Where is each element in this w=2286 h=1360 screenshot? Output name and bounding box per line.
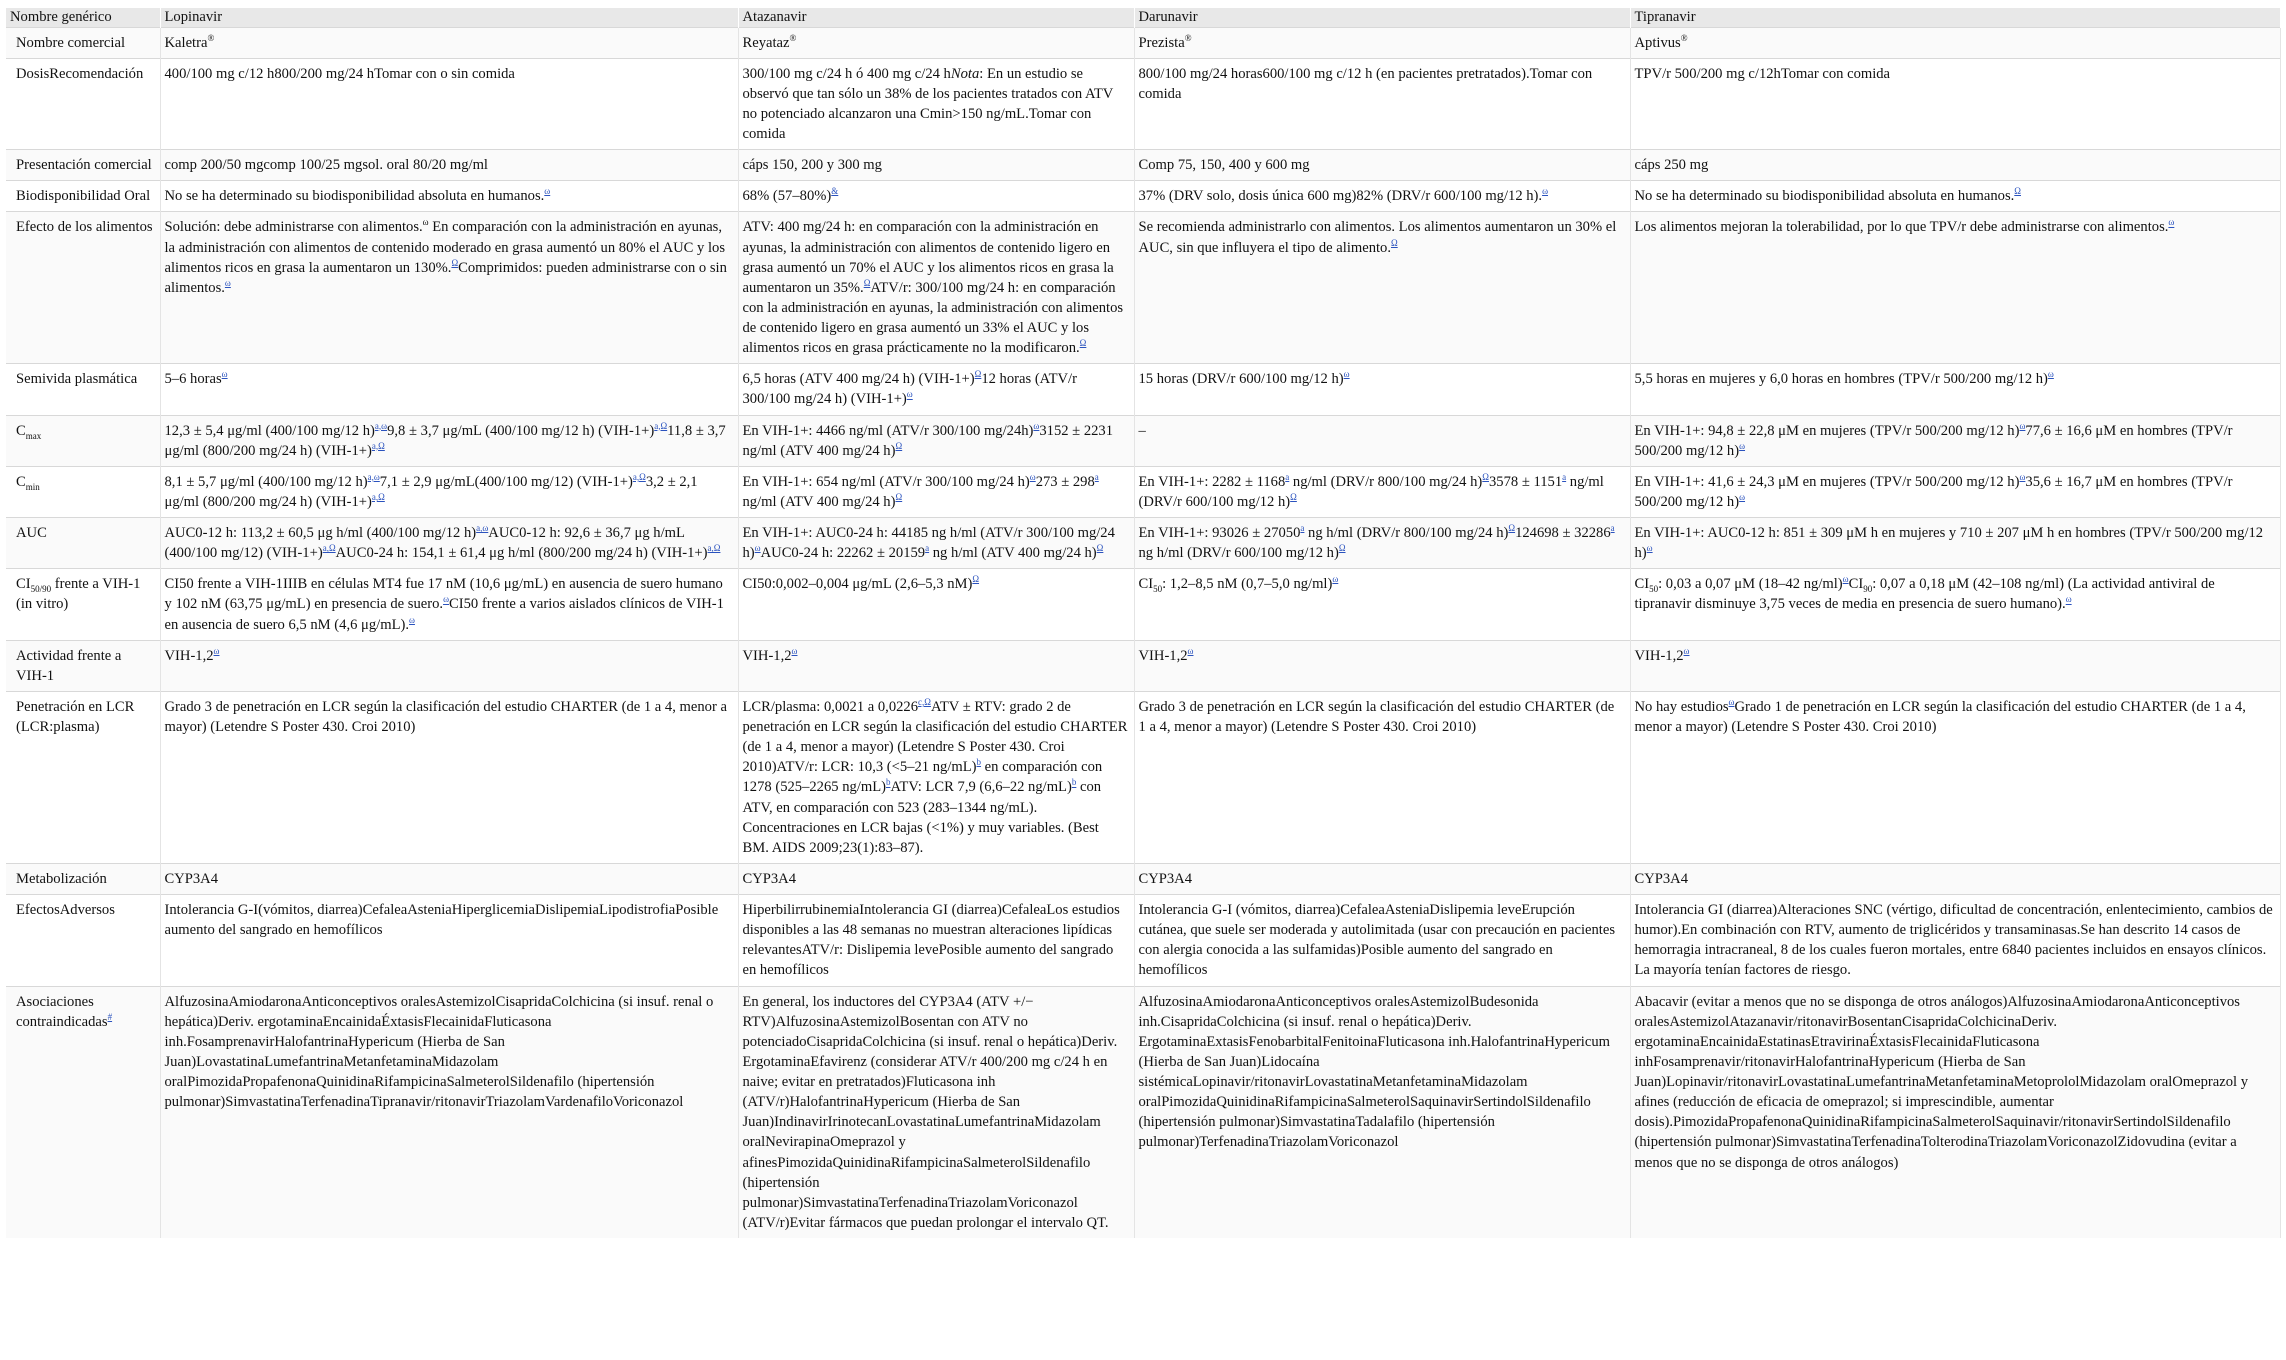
cell-darunavir: Comp 75, 150, 400 y 600 mg [1134,150,1630,181]
reference-link[interactable]: ω [443,594,449,605]
reference-link[interactable]: ω [544,186,551,197]
reference-link[interactable]: a,ω [367,471,380,482]
cell-atazanavir: cáps 150, 200 y 300 mg [738,150,1134,181]
protease-inhibitors-comparison-table [6,8,2281,1238]
reference-link[interactable]: ω [2168,217,2175,228]
row-label: Penetración en LCR (LCR:plasma) [6,691,160,863]
cell-atazanavir: 300/100 mg c/24 h ó 400 mg c/24 hNota: En un estudio se observó que tan sólo un 38% de los pacientes tratados con ATV no potenciado alcanzaron una Cmin>150 ng/mL.Tomar con comida [738,58,1134,150]
cell-darunavir: 37% (DRV solo, dosis única 600 mg)82% (DRV/r 600/100 mg/12 h).$^\omega$ [1134,181,1630,212]
reference-link[interactable]: Ω [1290,492,1297,503]
reference-link[interactable]: ω [1739,492,1746,503]
reference-link[interactable]: a,Ω [632,471,646,482]
table-row [6,181,2280,212]
cell-lopinavir: Kaletra® [160,27,738,58]
reference-link[interactable]: ω [906,389,913,400]
cell-lopinavir: 12,3 ± 5,4 μg/ml (400/100 mg/12 h)$^{a,\omega}$9,8 ± 3,7 μg/mL (400/100 mg/12 h) $(VIH-1+)^{a,\Omega}11,8 \pm 3,7$ μg/ml (800/200 mg/24 h) $(VIH-1+)^{a,\Omega}$ [160,415,738,466]
cell-tipranavir: En VIH-1+: AUC0-12 h: 851 ± 309 μM h en mujeres y 710 ± 207 μM h en hombres (TPV/r 500/200 mg/12 h)$^\omega$ [1630,518,2280,569]
cell-tipranavir: Abacavir (evitar a menos que no se disponga de otros análogos)AlfuzosinaAmiodaronaAnticonceptivos oralesAstemizolAtazanavir/ritonavirBosentanCisapridaColchicinaDeriv. ergotaminaEncainidaEstatinasEtravirinaÉxtasisFlecainidaFluticasona inhFosamprenavir/ritonavirHalofantrinaHypericum (Hierba de San Juan)Lopinavir/ritonavirLovastatinaLumefantrinaMetanfetaminaMetoprololMidazolam oralOmeprazol y afines (reducción de eficacia de omeprazol; si imprescindible, aumentar dosis).PimozidaPropafenonaQuinidinaRifampicinaSalmeterolSaquinavir/ritonavirSertindolSildenafilo (hipertensión pulmonar)SimvastatinaTerfenadinaTolterodinaTriazolamVoriconazolZidovudina (evitar a menos que no se disponga de otros análogos) [1630,986,2280,1238]
cell-atazanavir: 68% (57–80%)& [738,181,1134,212]
reference-link[interactable]: Ω [451,257,459,268]
cell-darunavir: $CI_{50}$: 1,2–8,5 nM (0,7–5,0 ng/ml)$^\omega$ [1134,569,1630,640]
row-label: $C_{min}$ [6,466,160,517]
reference-link[interactable]: Ω [1079,338,1087,349]
cell-lopinavir: CYP3A4 [160,863,738,894]
reference-link[interactable]: ω [409,614,415,625]
cell-tipranavir: 5,5 horas en mujeres y 6,0 horas en hombres (TPV/r 500/200 mg/12 h)$^\omega$ [1630,364,2280,415]
cell-darunavir: Prezista® [1134,27,1630,58]
cell-tipranavir: No se ha determinado su biodisponibilidad absoluta en humanos.$^\Omega$ [1630,181,2280,212]
cell-lopinavir: AUC0-12 h: 113,2 ± 60,5 μg h/ml (400/100 mg/12 h)$^{a,\omega}$AUC0-12 h: 92,6 ± 36,7 μg h/mL (400/100 mg/12) $(VIH-1+)^{a,\Omega}AUC0-24$ h: 154,1 ± 61,4 μg h/ml (800/200 mg/24 h) $(VIH-1+)^{a,\Omega}$ [160,518,738,569]
table-row [6,691,2280,863]
table-row [6,364,2280,415]
reference-link[interactable]: Ω [1338,543,1346,554]
reference-link[interactable]: Ω [972,574,980,585]
table-row [6,212,2280,364]
reference-link[interactable]: ω [213,645,220,656]
row-label: Metabolización [6,863,160,894]
reference-link[interactable]: Ω [1096,543,1104,554]
cell-lopinavir: comp 200/50 mgcomp 100/25 mgsol. oral 80/20 mg/ml [160,150,738,181]
reference-link[interactable]: b [1071,777,1077,788]
cell-darunavir: CYP3A4 [1134,863,1630,894]
reference-link[interactable]: a,ω [476,523,489,534]
cell-atazanavir: ATV: 400 mg/24 h: en comparación con la administración en ayunas, la administración con alimentos de contenido ligero en grasa aumentó un 70% el AUC y los alimentos ricos en grasa la aumentaron un 35%.$^\Omega$ATV/r: 300/100 mg/24 h: en comparación con la administración en ayunas, la administración con alimentos de contenido ligero en grasa aumentó un 33% el AUC y los alimentos ricos en grasa prácticamente no la modificaron.$^\Omega$ [738,212,1134,364]
table-header-row [6,8,2280,27]
cell-lopinavir: VIH-$1,2^\omega$ [160,640,738,691]
cell-darunavir: Grado 3 de penetración en LCR según la clasificación del estudio CHARTER (de 1 a 4, menor a mayor) (Letendre S Poster 430. Croi 2010) [1134,691,1630,863]
reference-link[interactable]: Ω [1482,471,1489,482]
row-label: Efecto de los alimentos [6,212,160,364]
reference-link[interactable]: ω [1646,543,1653,554]
cell-tipranavir: Aptivus® [1630,27,2280,58]
cell-atazanavir: 6,5 horas (ATV 400 mg/24 h) $(VIH-1+)^\Omega 12$ horas (ATV/r 300/100 mg/24 h) $(VIH-1+)^\omega$ [738,364,1134,415]
reference-link[interactable]: ω [2019,420,2026,431]
row-label: Asociaciones contraindicadas# [6,986,160,1238]
cell-lopinavir: No se ha determinado su biodisponibilidad absoluta en humanos.$^\omega$ [160,181,738,212]
cell-darunavir: 800/100 mg/24 horas600/100 mg c/12 h (en pacientes pretratados).Tomar con comida [1134,58,1630,150]
cell-tipranavir: TPV/r 500/200 mg c/12hTomar con comida [1630,58,2280,150]
cell-tipranavir: cáps 250 mg [1630,150,2280,181]
reference-link[interactable]: a,Ω [654,420,668,431]
row-label: AUC [6,518,160,569]
row-label: Biodisponibilidad Oral [6,181,160,212]
reference-link[interactable]: ω [2047,369,2054,380]
cell-atazanavir: CYP3A4 [738,863,1134,894]
table-body [6,27,2280,1238]
header-atazanavir: Atazanavir [738,8,1134,27]
reference-link[interactable]: Ω [895,440,903,451]
cell-darunavir: En VIH-1+: $2282 \pm 1168^a$ ng/ml (DRV/r 800/100 mg/24 $h)^\Omega 3578 \pm 1151^a$ ng/ml (DRV/r 600/100 mg/12 h)$^\Omega$ [1134,466,1630,517]
cell-darunavir: AlfuzosinaAmiodaronaAnticonceptivos oralesAstemizolBudesonida inh.CisapridaColchicina (si insuf. renal o hepática)Deriv. ErgotaminaExtasisFenobarbitalFenitoinaFluticasona inh.HalofantrinaHypericum (Hierba de San Juan)Lidocaína sistémicaLopinavir/ritonavirLovastatinaMetanfetaminaMidazolam oralPimozidaQuinidinaRifampicinaSalmeterolSaquinavirSertindolSildenafilo (hipertensión pulmonar)SimvastatinaTadalafilo (hipertensión pulmonar)TerfenadinaTriazolamVoriconazol [1134,986,1630,1238]
reference-link[interactable]: a [1300,523,1305,534]
reference-link[interactable]: ω [1332,574,1339,585]
reference-link[interactable]: c,Ω [918,697,931,708]
cell-lopinavir: Grado 3 de penetración en LCR según la clasificación del estudio CHARTER (de 1 a 4, menor a mayor) (Letendre S Poster 430. Croi 2010) [160,691,738,863]
reference-link[interactable]: ω [754,543,761,554]
table-row [6,895,2280,987]
reference-link[interactable]: ω [1842,574,1849,585]
cell-lopinavir: Solución: debe administrarse con alimentos.$^\omega$ En comparación con la administración en ayunas, la administración con alimentos de contenido moderado en grasa aumentó un 80% el AUC y los alimentos ricos en grasa la aumentaron un 130%.$^\Omega$Comprimidos: pueden administrarse con o sin alimentos.$^\omega$ [160,212,738,364]
reference-link[interactable]: Ω [1508,523,1516,534]
cell-atazanavir: En general, los inductores del CYP3A4 (ATV +/− RTV)AlfuzosinaAstemizolBosentan con ATV no potenciadoCisapridaColchicina (si insuf. renal o hepática)Deriv. ErgotaminaEfavirenz (considerar ATV/r 400/200 mg c/24 h en naive; evitar en pretratados)Fluticasona inh (ATV/r)HalofantrinaHypericum (Hierba de San Juan)IndinavirIrinotecanLovastatinaLumefantrinaMidazolam oralNevirapinaOmeprazol y afinesPimozidaQuinidinaRifampicinaSalmeterolSildenafilo (hipertensión pulmonar)SimvastatinaTerfenadinaTriazolamVoriconazol (ATV/r)Evitar fármacos que puedan prolongar el intervalo QT. [738,986,1134,1238]
cell-atazanavir: En VIH-1+: AUC0-24 h: 44185 ng h/ml (ATV/r 300/100 mg/24 h)$^\omega$AUC0-24 h: $22262 \pm 20159^a$ ng h/ml (ATV 400 mg/24 h)$^\Omega$ [738,518,1134,569]
cell-atazanavir: Reyataz® [738,27,1134,58]
reference-link[interactable]: ω [1029,471,1036,482]
reference-link[interactable]: ω [1033,420,1040,431]
reference-link[interactable]: ω [224,277,231,288]
table-row [6,986,2280,1238]
table-row [6,58,2280,150]
cell-tipranavir: En VIH-1+: 41,6 ± 24,3 μM en mujeres (TPV/r 500/200 mg/12 h)$^\omega$35,6 ± 16,7 μM en hombres (TPV/r 500/200 mg/12 h)$^\omega$ [1630,466,2280,517]
cell-darunavir: En VIH-1+: $93026 \pm 27050^a$ ng h/ml (DRV/r 800/100 mg/24 $h)^\Omega 124698 \pm 32286^a$ ng h/ml (DRV/r 600/100 mg/12 h)$^\Omega$ [1134,518,1630,569]
table-row [6,640,2280,691]
cell-tipranavir: CYP3A4 [1630,863,2280,894]
reference-link[interactable]: Ω [974,369,982,380]
table-row [6,863,2280,894]
cell-darunavir: Intolerancia G-I (vómitos, diarrea)CefaleaAsteniaDislipemia leveErupción cutánea, que suele ser moderada y autolimitada (usar con precaución en pacientes con alergia conocida a las sulfamidas)Posible aumento del sangrado en hemofílicos [1134,895,1630,987]
reference-link[interactable]: ω [1728,697,1735,708]
table-row [6,518,2280,569]
header-lopinavir: Lopinavir [160,8,738,27]
cell-lopinavir: Intolerancia G-I(vómitos, diarrea)CefaleaAsteniaHiperglicemiaDislipemiaLipodistrofiaPosible aumento del sangrado en hemofílicos [160,895,738,987]
header-tipranavir: Tipranavir [1630,8,2280,27]
cell-tipranavir: No hay estudios$^\omega$Grado 1 de penetración en LCR según la clasificación del estudio CHARTER (de 1 a 4, menor a mayor) (Letendre S Poster 430. Croi 2010) [1630,691,2280,863]
table-row [6,569,2280,640]
reference-link[interactable]: a,Ω [371,492,385,503]
cell-atazanavir: LCR/plasma: 0,0021 a $0,0226^{c,\Omega}ATV$ ± RTV: grado 2 de penetración en LCR según la clasificación del estudio CHARTER (de 1 a 4, menor a mayor) (Letendre S Poster 430. Croi 2010)ATV/r: LCR: 10,3 (<5–21 ng/mL)$^b$ en comparación con 1278 (525–2265 ng/mL)$^b$ATV: LCR 7,9 (6,6–22 ng/mL)$^b$ con ATV, en comparación con 523 (283–1344 ng/mL). Concentraciones en LCR bajas (<1%) y muy variables. (Best BM. AIDS 2009;23(1):83–87). [738,691,1134,863]
reference-link[interactable]: Ω [863,277,871,288]
cell-tipranavir: Intolerancia GI (diarrea)Alteraciones SNC (vértigo, dificultad de concentración, enlentecimiento, cambios de humor).En combinación con RTV, aumento de triglicéridos y transaminasas.Se han descrito 14 casos de hemorragia intracraneal, 8 de los cuales fueron mortales, entre 6840 pacientes incluidos en ensayos clínicos. La mayoría tenían factores de riesgo. [1630,895,2280,987]
reference-link[interactable]: a [1094,471,1099,482]
cell-atazanavir: En VIH-1+: 4466 ng/ml (ATV/r 300/100 mg/24h)$^\omega$3152 ± 2231 ng/ml (ATV 400 mg/24 h)$^\Omega$ [738,415,1134,466]
reference-link[interactable]: a [1285,471,1290,482]
cell-tipranavir: Los alimentos mejoran la tolerabilidad, por lo que TPV/r debe administrarse con alimentos.$^\omega$ [1630,212,2280,364]
reference-link[interactable]: ω [1542,186,1549,197]
reference-link[interactable]: Ω [895,492,903,503]
header-row-label: Nombre genérico [6,8,160,27]
table-row [6,466,2280,517]
row-label: $CI_{50/90}$ frente a VIH-1 (in vitro) [6,569,160,640]
cell-lopinavir: 400/100 mg c/12 h800/200 mg/24 hTomar con o sin comida [160,58,738,150]
reference-link[interactable]: ω [1683,645,1690,656]
reference-link[interactable]: b [976,757,982,768]
cell-lopinavir: AlfuzosinaAmiodaronaAnticonceptivos oralesAstemizolCisapridaColchicina (si insuf. renal o hepática)Deriv. ergotaminaEncainidaÉxtasisFlecainidaFluticasona inh.FosamprenavirHalofantrinaHypericum (Hierba de San Juan)LovastatinaLumefantrinaMetanfetaminaMidazolam oralPimozidaPropafenonaQuinidinaRifampicinaSalmeterolSildenafilo (hipertensión pulmonar)SimvastatinaTerfenadinaTipranavir/ritonavirTriazolamVardenafiloVoriconazol [160,986,738,1238]
reference-link[interactable]: ω [221,369,228,380]
reference-link[interactable]: & [831,186,839,197]
reference-link[interactable]: Ω [1391,237,1398,248]
header-darunavir: Darunavir [1134,8,1630,27]
cell-darunavir: – [1134,415,1630,466]
reference-link[interactable]: a [1610,523,1615,534]
cell-tipranavir: En VIH-1+: 94,8 ± 22,8 μM en mujeres (TPV/r 500/200 mg/12 h)$^\omega$77,6 ± 16,6 μM en hombres (TPV/r 500/200 mg/12 h)$^\omega$ [1630,415,2280,466]
cell-darunavir: Se recomienda administrarlo con alimentos. Los alimentos aumentaron un 30% el AUC, sin que influyera el tipo de alimento.$^\Omega$ [1134,212,1630,364]
reference-link[interactable]: b [886,777,891,788]
reference-link[interactable]: Ω [2014,186,2021,197]
cell-atazanavir: HiperbilirrubinemiaIntolerancia GI (diarrea)CefaleaLos estudios disponibles a las 48 semanas no muestran alteraciones lipídicas relevantesATV/r: Dislipemia levePosible aumento del sangrado en hemofílicos [738,895,1134,987]
reference-link[interactable]: ω [2065,594,2072,605]
reference-link[interactable]: a,Ω [322,543,336,554]
row-label: Presentación comercial [6,150,160,181]
cell-tipranavir: VIH-$1,2^\omega$ [1630,640,2280,691]
cell-darunavir: 15 horas (DRV/r 600/100 mg/12 h)$^\omega$ [1134,364,1630,415]
reference-link[interactable]: a [1562,471,1567,482]
cell-lopinavir: 5–6 horas$^\omega$ [160,364,738,415]
row-label: EfectosAdversos [6,895,160,987]
reference-link[interactable]: ω [791,645,798,656]
row-label: Actividad frente a VIH-1 [6,640,160,691]
row-label: Nombre comercial [6,27,160,58]
reference-link[interactable]: a,Ω [707,543,721,554]
cell-darunavir: VIH-$1,2^\omega$ [1134,640,1630,691]
reference-link[interactable]: a,ω [374,420,388,431]
cell-lopinavir: CI50 frente a VIH-1IIIB en células MT4 fue 17 nM (10,6 μg/mL) en ausencia de suero humano y 102 nM (63,75 μg/mL) en presencia de suero.$^\omega$CI50 frente a varios aislados clínicos de VIH-1 en ausencia de suero 6,5 nM (4,6 μg/mL).$^\omega$ [160,569,738,640]
cell-atazanavir: En VIH-1+: 654 ng/ml (ATV/r 300/100 mg/24 $h)^\omega 273 \pm 298^a$ ng/ml (ATV 400 mg/24 h)$^\Omega$ [738,466,1134,517]
reference-link[interactable]: ω [1187,645,1194,656]
reference-link[interactable]: a,Ω [371,440,385,451]
cell-tipranavir: $CI_{50}$: 0,03 a 0,07 μM (18–42 $ng/ml)^\omega CI_{90}$: 0,07 a 0,18 μM (42–108 ng/ml) (La actividad antiviral de tipranavir disminuye 3,75 veces de media en presencia de suero humano).$^\omega$ [1630,569,2280,640]
table-row [6,150,2280,181]
table-row [6,415,2280,466]
row-label: $C_{max}$ [6,415,160,466]
table-row [6,27,2280,58]
reference-link[interactable]: ω [1739,440,1746,451]
cell-lopinavir: 8,1 ± 5,7 μg/ml (400/100 mg/12 h)$^{a,\omega}$7,1 ± 2,9 μg/mL(400/100 mg/12) $(VIH-1+)^{a,\Omega}3,2 \pm 2,1$ μg/ml (800/200 mg/24 h) $(VIH-1+)^{a,\Omega}$ [160,466,738,517]
row-label: DosisRecomendación [6,58,160,150]
row-label: Semivida plasmática [6,364,160,415]
reference-link[interactable]: ω [1343,369,1350,380]
cell-atazanavir: CI50:0,002–0,004 μg/mL (2,6–5,3 nM)$^\Omega$ [738,569,1134,640]
cell-atazanavir: VIH-$1,2^\omega$ [738,640,1134,691]
reference-link[interactable]: a [925,543,930,554]
reference-link[interactable]: ω [2019,471,2026,482]
